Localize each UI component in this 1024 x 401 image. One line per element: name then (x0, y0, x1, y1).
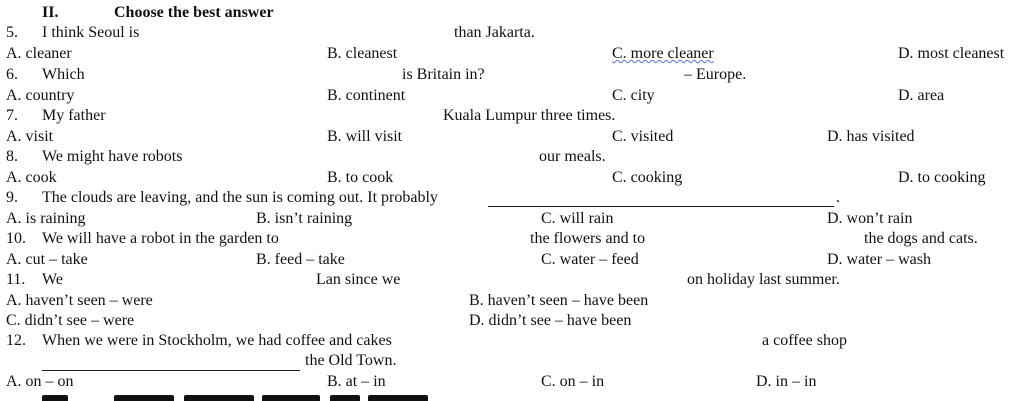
option-d[interactable]: D. area (898, 87, 945, 104)
question-text: Which (42, 66, 85, 83)
question-text: the dogs and cats. (864, 230, 978, 247)
option-a[interactable]: A. on – on (6, 373, 74, 390)
option-d[interactable]: D. won’t rain (827, 210, 913, 227)
question-text: My father (42, 107, 106, 124)
question-text: – Europe. (684, 66, 747, 83)
question-text: is Britain in? (402, 66, 485, 83)
option-c[interactable]: C. cooking (612, 169, 683, 186)
answer-blank[interactable] (42, 370, 300, 371)
option-c[interactable]: C. water – feed (541, 251, 639, 268)
option-b[interactable]: B. continent (327, 87, 406, 104)
option-a[interactable]: A. cook (6, 169, 57, 186)
cut-off-heading-mark (368, 395, 428, 401)
question-text: on holiday last summer. (687, 271, 840, 288)
question-text: a coffee shop (762, 332, 847, 349)
cut-off-heading-mark (330, 395, 360, 401)
option-c[interactable]: C. more cleaner (612, 45, 714, 62)
option-b[interactable]: B. feed – take (256, 251, 345, 268)
option-a[interactable]: A. country (6, 87, 75, 104)
question-number: 8. (6, 148, 18, 165)
option-c[interactable]: C. on – in (541, 373, 605, 390)
section-title: Choose the best answer (114, 4, 274, 21)
option-a[interactable]: A. cleaner (6, 45, 72, 62)
cut-off-heading-mark (42, 395, 68, 401)
option-b[interactable]: B. at – in (327, 373, 386, 390)
option-b[interactable]: B. isn’t raining (256, 210, 353, 227)
question-number: 5. (6, 24, 18, 41)
section-numeral: II. (42, 4, 59, 21)
option-d[interactable]: D. has visited (827, 128, 915, 145)
option-d[interactable]: D. water – wash (827, 251, 931, 268)
question-text: our meals. (539, 148, 606, 165)
option-c[interactable]: C. visited (612, 128, 674, 145)
option-c[interactable]: C. will rain (541, 210, 614, 227)
option-b[interactable]: B. will visit (327, 128, 403, 145)
option-b[interactable]: B. haven’t seen – have been (469, 292, 649, 309)
question-text: the Old Town. (305, 352, 397, 369)
question-text: Lan since we (316, 271, 401, 288)
option-a[interactable]: A. visit (6, 128, 54, 145)
question-text: Kuala Lumpur three times. (443, 107, 616, 124)
question-text: We will have a robot in the garden to (42, 230, 279, 247)
question-text: I think Seoul is (42, 24, 140, 41)
question-text: The clouds are leaving, and the sun is coming out. It probably (42, 189, 438, 206)
answer-blank[interactable] (488, 206, 834, 207)
option-c[interactable]: C. didn’t see – were (6, 312, 135, 329)
question-text: . (836, 189, 840, 206)
option-b[interactable]: B. to cook (327, 169, 394, 186)
question-text: the flowers and to (530, 230, 646, 247)
option-a[interactable]: A. haven’t seen – were (6, 292, 153, 309)
question-number: 9. (6, 189, 18, 206)
cut-off-heading-mark (114, 395, 174, 401)
question-text: than Jakarta. (454, 24, 535, 41)
question-number: 11. (6, 271, 26, 288)
cut-off-heading-mark (184, 395, 254, 401)
option-d[interactable]: D. in – in (756, 373, 817, 390)
question-number: 6. (6, 66, 18, 83)
question-number: 10. (6, 230, 26, 247)
option-a[interactable]: A. is raining (6, 210, 86, 227)
question-number: 12. (6, 332, 26, 349)
question-text: We (42, 271, 63, 288)
question-text: When we were in Stockholm, we had coffee and cakes (42, 332, 392, 349)
option-b[interactable]: B. cleanest (327, 45, 398, 62)
option-d[interactable]: D. to cooking (898, 169, 986, 186)
question-text: We might have robots (42, 148, 183, 165)
option-a[interactable]: A. cut – take (6, 251, 88, 268)
question-number: 7. (6, 107, 18, 124)
option-d[interactable]: D. didn’t see – have been (469, 312, 632, 329)
option-d[interactable]: D. most cleanest (898, 45, 1005, 62)
cut-off-heading-mark (262, 395, 320, 401)
option-c[interactable]: C. city (612, 87, 655, 104)
